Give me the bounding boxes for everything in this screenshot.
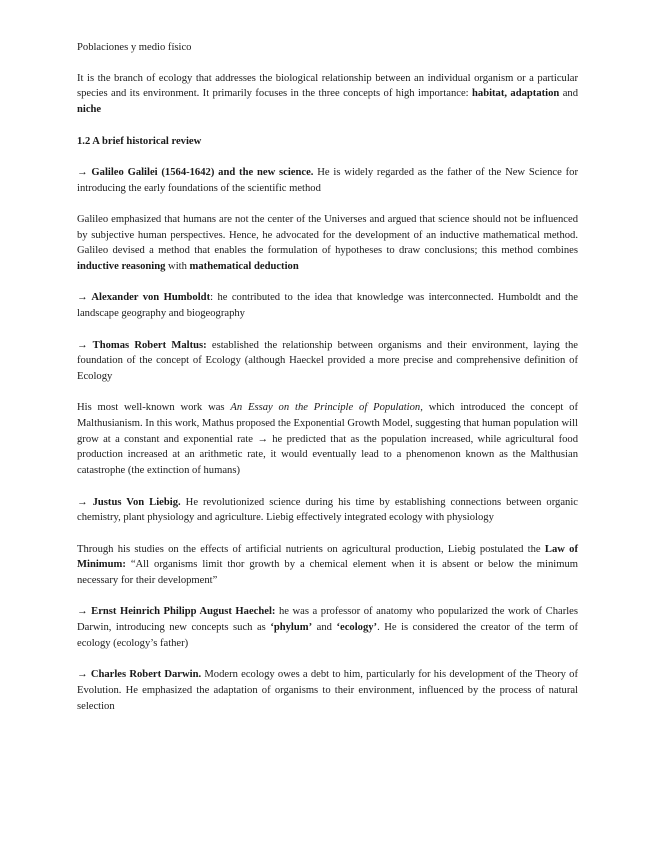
humboldt-paragraph: → Alexander von Humboldt: he contributed to the idea that knowledge was interconnected. Humboldt and the landscape geography and biogeography (77, 292, 579, 320)
page-header: Poblaciones y medio físico (77, 42, 192, 53)
galileo-method-paragraph: Galileo emphasized that humans are not the center of the Universes and argued that science should not be influenced by subjective human perspectives. Hence, he advocated for the development of an inductive mathematical method. Galileo devised a method that enables the formulation of hypotheses to draw conclusions; this method combines inductive reasoning with mathematical deduction (77, 213, 578, 273)
maltus-essay-paragraph: His most well-known work was An Essay on the Principle of Population, which introduced the concept of Malthusianism. In this work, Mathus proposed the Exponential Growth Model, suggesting that human population will grow at a constant and exponential rate → he predicted that as the population increased, while agricultural food production increased at an arithmetic rate, it would eventually lead to a phenomenon known as the Malthusian catastrophe (the extinction of humans) (77, 402, 578, 477)
intro-paragraph: It is the branch of ecology that addresses the biological relationship between an individual organism or a particular species and its environment. It primarily focuses in the three concepts of high importance: habitat, adaptation and niche (77, 72, 578, 116)
section-title: 1.2 A brief historical review (77, 135, 202, 147)
galileo-paragraph: → Galileo Galilei (1564-1642) and the new science. He is widely regarded as the father of the New Science for introducing the early foundations of the scientific method (77, 166, 578, 194)
haeckel-paragraph: → Ernst Heinrich Philipp August Haechel: he was a professor of anatomy who popularized the work of Charles Darwin, introducing new concepts such as ‘phylum’ and ‘ecology’. He is considered the creator of the term of ecology (ecology’s father) (77, 606, 579, 649)
liebig-paragraph: → Justus Von Liebig. He revolutionized science during his time by establishing connections between organic chemistry, plant physiology and agriculture. Liebig effectively integrated ecology with physiology (77, 496, 578, 524)
liebig-law-paragraph: Through his studies on the effects of artificial nutrients on agricultural production, Liebig postulated the Law of Minimum: “All organisms limit thor growth by a chemical element when it is absent or below the minimum necessary for their development” (77, 543, 578, 587)
maltus-paragraph: → Thomas Robert Maltus: established the relationship between organisms and their environment, laying the foundation of the concept of Ecology (although Haeckel provided a more precise and comprehensive definition of Ecology (77, 339, 578, 382)
darwin-paragraph: → Charles Robert Darwin. Modern ecology owes a debt to him, particularly for his development of the Theory of Evolution. He emphasized the adaptation of organisms to their environment, influenced by the process of natural selection (77, 669, 578, 712)
